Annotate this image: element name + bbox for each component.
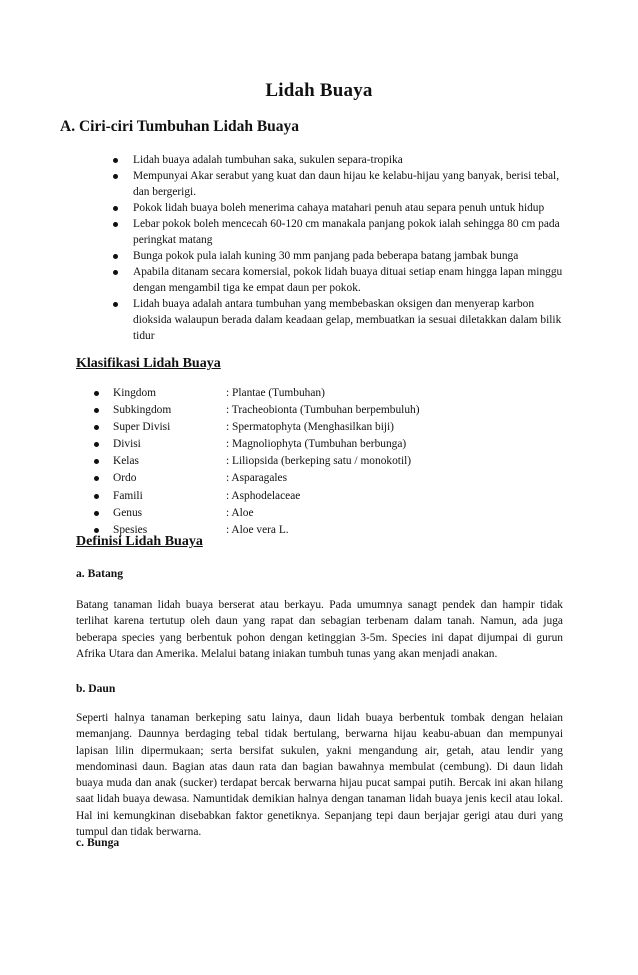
klasifikasi-value: : Asparagales: [226, 472, 288, 485]
klasifikasi-value: : Plantae (Tumbuhan): [226, 387, 325, 399]
list-item: [90, 453, 530, 470]
daun-subheading: b. Daun: [76, 682, 116, 695]
page-title: Lidah Buaya: [265, 80, 373, 101]
list-item: Pokok lidah buaya boleh menerima cahaya matahari penuh atau separa penuh untuk hidup: [104, 200, 574, 216]
list-item: [90, 419, 530, 436]
section-a-heading: A. Ciri-ciri Tumbuhan Lidah Buaya: [60, 118, 300, 135]
list-item: Bunga pokok pula ialah kuning 30 mm panjang pada beberapa batang jambak bunga: [104, 248, 574, 264]
klasifikasi-value: : Spermatophyta (Menghasilkan biji): [226, 421, 394, 434]
batang-subheading: a. Batang: [76, 567, 124, 580]
daun-paragraph: Seperti halnya tanaman berkeping satu lainya, daun lidah buaya berbentuk tombak dengan helaian memanjang. Daunnya berdaging tebal tidak bertulang, berwarna hijau keabu-abuan dan mempunyai lapisan lilin dipermukaan; serta bersifat sukulen, yakni mengandung air, getah, atau lendir yang mendominasi daun. Bagian atas daun rata dan bagian bawahnya membulat (cembung). Di daun lidah buaya muda dan anak (sucker) terdapat bercak berwarna hijau pucat sampai putih. Bercak ini akan hilang saat lidah buaya dewasa. Namuntidak demikian halnya dengan tanaman lidah buaya jenis kecil atau lokal. Hal ini kemungkinan disebabkan faktor genetiknya. Sepanjang tepi daun berjajar gerigi atau duri yang tumpul dan tidak berwarna.: [76, 712, 563, 839]
bunga-subheading: c. Bunga: [76, 836, 120, 849]
list-item: [90, 385, 530, 402]
klasifikasi-value: : Liliopsida (berkeping satu / monokotil): [226, 455, 412, 468]
batang-paragraph: Batang tanaman lidah buaya berserat atau berkayu. Pada umumnya sanagt pendek dan hampir tidak terlihat karena tertutup oleh daun yang rapat dan sebagian terbenam dalam tanah. Namun, ada juga beberapa species yang berbentuk pohon dengan ketinggian 3-5m. Species ini dapat dijumpai di gurun Afrika Utara dan Amerika. Melalui batang iniakan tumbuh tunas yang akan menjadi anakan.: [76, 599, 563, 660]
klasifikasi-key: Genus: [113, 506, 143, 519]
klasifikasi-value: : Aloe vera L.: [226, 523, 289, 536]
klasifikasi-key: Kingdom: [113, 387, 157, 399]
klasifikasi-key: Spesies: [113, 523, 148, 536]
list-item: [90, 436, 530, 453]
list-item: [90, 505, 530, 522]
klasifikasi-list: [90, 385, 530, 539]
list-item: Lidah buaya adalah tumbuhan saka, sukulen separa-tropika: [104, 152, 574, 168]
klasifikasi-key: Divisi: [113, 438, 141, 451]
klasifikasi-heading: Klasifikasi Lidah Buaya: [76, 356, 221, 371]
definisi-heading: Definisi Lidah Buaya: [76, 534, 203, 549]
klasifikasi-value: : Tracheobionta (Tumbuhan berpembuluh): [226, 404, 420, 417]
list-item: Apabila ditanam secara komersial, pokok lidah buaya dituai setiap enam hingga lapan minggu dengan mengambil tiga ke empat daun per pokok.: [104, 264, 574, 296]
list-item: [90, 402, 530, 419]
klasifikasi-key: Famili: [113, 489, 143, 502]
list-item: Mempunyai Akar serabut yang kuat dan daun hijau ke kelabu-hijau yang banyak, berisi tebal, dan bergerigi.: [104, 168, 574, 200]
list-item: Lidah buaya adalah antara tumbuhan yang membebaskan oksigen dan menyerap karbon dioksida walaupun berada dalam keadaan gelap, membuatkan ia sesuai diletakkan dalam bilik tidur: [104, 296, 574, 344]
list-item: Lebar pokok boleh mencecah 60-120 cm manakala panjang pokok ialah sehingga 80 cm pada peringkat matang: [104, 216, 574, 248]
klasifikasi-value: : Magnoliophyta (Tumbuhan berbunga): [226, 438, 407, 451]
ciri-ciri-list: [104, 152, 574, 344]
klasifikasi-key: Super Divisi: [113, 421, 171, 434]
klasifikasi-value: : Asphodelaceae: [226, 489, 301, 502]
list-item: [90, 470, 530, 487]
klasifikasi-key: Subkingdom: [113, 404, 172, 417]
klasifikasi-value: : Aloe: [226, 506, 254, 519]
klasifikasi-key: Ordo: [113, 472, 137, 485]
klasifikasi-key: Kelas: [113, 455, 139, 468]
list-item: [90, 488, 530, 505]
